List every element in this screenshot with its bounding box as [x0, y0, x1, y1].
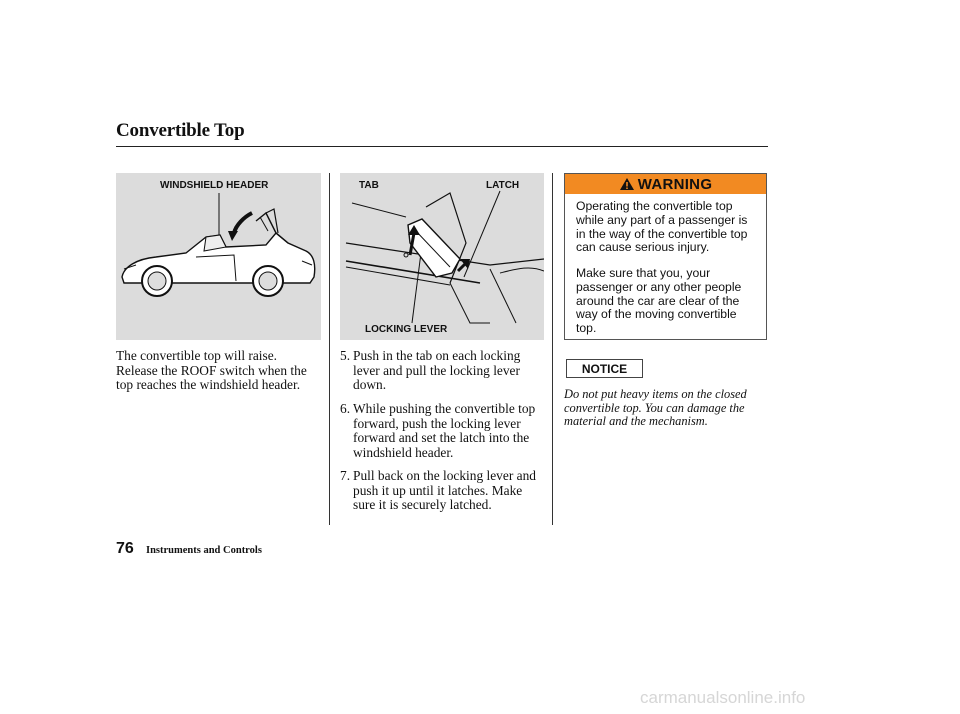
step-5	[340, 349, 550, 393]
warning-line: while any part of a passenger is	[576, 212, 748, 227]
warning-paragraph-1	[576, 200, 762, 255]
warning-triangle-icon	[619, 177, 635, 191]
step-line: Push in the tab on each locking	[353, 348, 521, 363]
warning-line: top.	[576, 321, 597, 336]
step-line: forward, push the locking lever	[353, 415, 521, 431]
warning-box	[564, 173, 767, 340]
step-text	[353, 402, 550, 460]
step-number: 6.	[340, 401, 351, 416]
warning-line: around the car are clear of the	[576, 293, 740, 308]
intro-paragraph	[116, 349, 321, 393]
figure-car-illustration	[116, 173, 321, 340]
step-line: push it up until it latches. Make	[353, 482, 523, 498]
notice-line: Do not put heavy items on the closed	[564, 387, 747, 401]
step-line: Pull back on the locking lever and	[353, 468, 536, 483]
intro-line: top reaches the windshield header.	[116, 377, 301, 393]
page-title: Convertible Top	[116, 120, 245, 141]
warning-line: can cause serious injury.	[576, 240, 710, 255]
step-line: While pushing the convertible top	[353, 401, 536, 416]
step-line: sure it is securely latched.	[353, 497, 492, 513]
notice-line: convertible top. You can damage the	[564, 400, 745, 415]
column-divider-1	[329, 173, 330, 525]
step-line: lever and pull the locking lever	[353, 362, 520, 378]
notice-badge	[566, 359, 643, 378]
warning-line: Make sure that you, your	[576, 266, 711, 280]
step-number: 7.	[340, 468, 351, 483]
figure-latch-illustration	[340, 173, 544, 340]
step-line: windshield header.	[353, 444, 454, 460]
step-text	[353, 469, 550, 513]
callout-windshield-header: WINDSHIELD HEADER	[160, 180, 269, 191]
column-divider-2	[552, 173, 553, 525]
latch-drawing	[340, 173, 544, 340]
section-label: Instruments and Controls	[146, 545, 262, 556]
notice-text	[564, 388, 764, 429]
callout-tab: TAB	[359, 180, 379, 191]
step-6	[340, 402, 550, 460]
intro-line: The convertible top will raise.	[116, 348, 278, 363]
notice-line: material and the mechanism.	[564, 414, 708, 429]
warning-line: in the way of the convertible top	[576, 226, 748, 241]
warning-line: way of the moving convertible	[576, 307, 737, 322]
step-7	[340, 469, 550, 513]
warning-line: Operating the convertible top	[576, 199, 733, 213]
warning-paragraph-2	[576, 267, 762, 336]
warning-label: WARNING	[637, 175, 713, 193]
step-line: down.	[353, 377, 387, 393]
warning-line: passenger or any other people	[576, 279, 742, 294]
step-number: 5.	[340, 348, 351, 363]
step-line: forward and set the latch into the	[353, 430, 530, 446]
title-rule	[116, 146, 768, 147]
intro-line: Release the ROOF switch when the	[116, 362, 307, 378]
step-text	[353, 349, 550, 393]
car-drawing	[116, 173, 321, 340]
warning-header	[565, 174, 766, 194]
notice-label: NOTICE	[581, 361, 628, 376]
watermark: carmanualsonline.info	[640, 688, 806, 707]
page-number: 76	[116, 540, 134, 557]
callout-latch: LATCH	[486, 180, 520, 191]
callout-locking-lever: LOCKING LEVER	[365, 324, 448, 335]
